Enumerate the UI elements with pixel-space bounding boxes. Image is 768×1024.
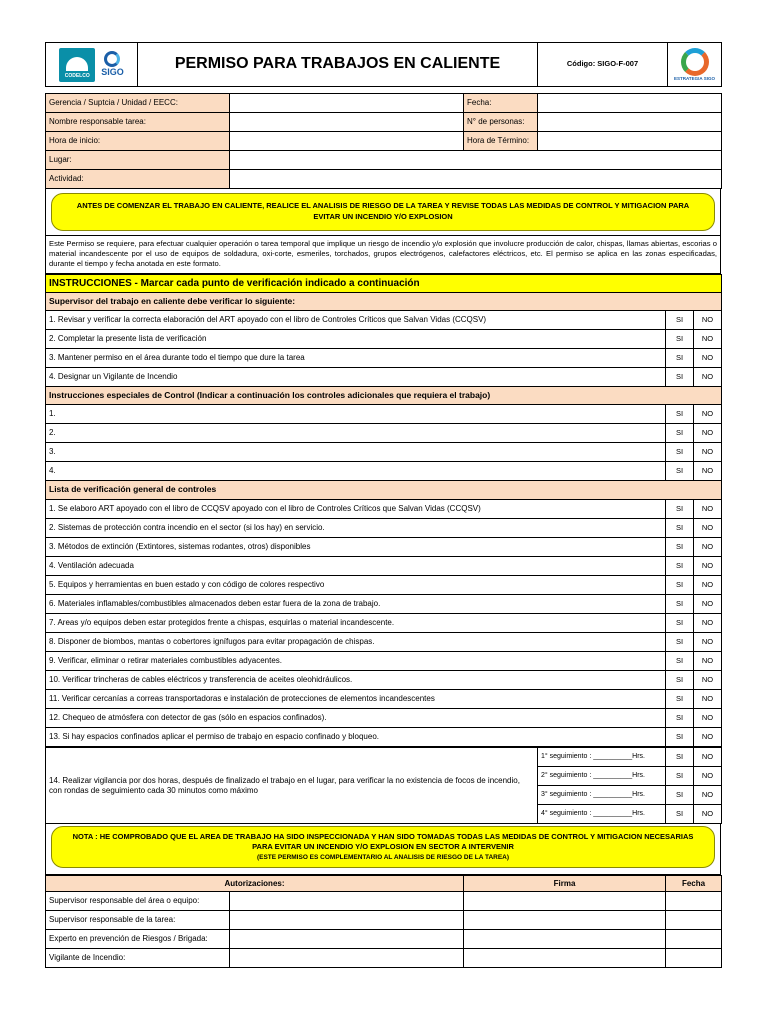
gerencia-label: Gerencia / Suptcia / Unidad / EECC: bbox=[46, 94, 230, 113]
header-table bbox=[45, 42, 722, 87]
sigo-logo: SIGO bbox=[101, 51, 124, 77]
checklist-table bbox=[45, 274, 722, 747]
nota-text bbox=[51, 826, 715, 868]
general-item-11-si-checkbox[interactable]: SI bbox=[666, 690, 694, 709]
general-item-10-text: 10. Verificar trincheras de cables eléctricos y transferencia de aceites oleohidráulicos. bbox=[46, 671, 666, 690]
general-item-14-text: 14. Realizar vigilancia por dos horas, después de finalizado el trabajo en el lugar, para verificar la no existencia de focos de incendio, con rondas de seguimiento cada 30 minutos como máximo bbox=[46, 748, 538, 824]
intro-text: Este Permiso se requiere, para efectuar cualquier operación o tarea temporal que implique un riesgo de incendio y/o explosión que involucre producción de calor, chispas, llamas abiertas, escorias o material incandescente por el uso de equipos de soldadura, oxi-corte, esmeriles, torchados, grupos electrógenos, calefactores eléctricos, etc. El permiso se aplica en las zonas especificadas, durante el tiempo y fecha anotada en este formato. bbox=[45, 236, 721, 274]
fecha-label: Fecha: bbox=[464, 94, 538, 113]
seguimiento-3-si-checkbox[interactable]: SI bbox=[666, 786, 694, 805]
supervisor-item-3-text: 3. Mantener permiso en el área durante todo el tiempo que dure la tarea bbox=[46, 349, 666, 368]
instrucciones-heading: INSTRUCCIONES - Marcar cada punto de verificación indicado a continuación bbox=[46, 275, 722, 293]
seguimiento-4-si-checkbox[interactable]: SI bbox=[666, 805, 694, 824]
autorizacion-2-fecha-input[interactable] bbox=[666, 911, 722, 930]
inicio-input[interactable] bbox=[230, 132, 464, 151]
codelco-logo: CODELCO bbox=[59, 48, 95, 82]
autorizacion-2-name-input[interactable] bbox=[230, 911, 464, 930]
especial-item-4-row bbox=[46, 462, 722, 481]
general-item-4-text: 4. Ventilación adecuada bbox=[46, 557, 666, 576]
general-item-8-si-checkbox[interactable]: SI bbox=[666, 633, 694, 652]
seguimiento-3-field[interactable]: 3° seguimiento : __________Hrs. bbox=[538, 786, 666, 805]
autorizaciones-table bbox=[45, 875, 722, 968]
general-item-11-text: 11. Verificar cercanías a correas transportadoras e instalación de protecciones de elementos incandescentes bbox=[46, 690, 666, 709]
general-item-2-row bbox=[46, 519, 722, 538]
autorizacion-3-firma-input[interactable] bbox=[464, 930, 666, 949]
autorizacion-label-2: Supervisor responsable de la tarea: bbox=[46, 911, 230, 930]
nota-line1: NOTA : HE COMPROBADO QUE EL AREA DE TRABAJO HA SIDO INSPECCIONADA Y HAN SIDO TOMADAS TODAS LAS MEDIDAS DE CONTROL Y MITIGACION NECESARIAS PARA EVITAR UN INCENDIO Y/O EXPLOSION EN SECTOR A INTERVENIR bbox=[72, 831, 694, 852]
especial-item-4-text: 4. bbox=[46, 462, 666, 481]
supervisor-item-3-si-checkbox[interactable]: SI bbox=[666, 349, 694, 368]
warning-text: ANTES DE COMENZAR EL TRABAJO EN CALIENTE, REALICE EL ANALISIS DE RIESGO DE LA TAREA Y REVISE TODAS LAS MEDIDAS DE CONTROL Y MITIGACION PARA EVITAR UN INCENDIO Y/O EXPLOSION bbox=[51, 193, 715, 231]
autorizacion-1-fecha-input[interactable] bbox=[666, 892, 722, 911]
supervisor-item-4-row bbox=[46, 368, 722, 387]
general-item-2-si-checkbox[interactable]: SI bbox=[666, 519, 694, 538]
general-item-9-si-checkbox[interactable]: SI bbox=[666, 652, 694, 671]
seguimiento-4-field[interactable]: 4° seguimiento : __________Hrs. bbox=[538, 805, 666, 824]
general-item-1-row bbox=[46, 500, 722, 519]
especial-item-1-si-checkbox[interactable]: SI bbox=[666, 405, 694, 424]
page-title: PERMISO PARA TRABAJOS EN CALIENTE bbox=[138, 43, 538, 87]
termino-input[interactable] bbox=[538, 132, 722, 151]
actividad-input[interactable] bbox=[230, 170, 722, 189]
seguimiento-row-1 bbox=[46, 748, 722, 767]
general-item-6-text: 6. Materiales inflamables/combustibles almacenados deben estar fuera de la zona de trabajo. bbox=[46, 595, 666, 614]
general-item-1-no-checkbox[interactable]: NO bbox=[694, 500, 722, 519]
general-item-4-no-checkbox[interactable]: NO bbox=[694, 557, 722, 576]
fecha-input[interactable] bbox=[538, 94, 722, 113]
especial-item-1-no-checkbox[interactable]: NO bbox=[694, 405, 722, 424]
seguimiento-3-no-checkbox[interactable]: NO bbox=[694, 786, 722, 805]
general-item-3-row bbox=[46, 538, 722, 557]
autorizacion-row-2 bbox=[46, 911, 722, 930]
general-item-6-no-checkbox[interactable]: NO bbox=[694, 595, 722, 614]
personas-input[interactable] bbox=[538, 113, 722, 132]
autorizacion-4-name-input[interactable] bbox=[230, 949, 464, 968]
supervisor-item-3-row bbox=[46, 349, 722, 368]
seguimiento-4-no-checkbox[interactable]: NO bbox=[694, 805, 722, 824]
general-item-7-text: 7. Areas y/o equipos deben estar protegidos frente a chispas, esquirlas o material incandescente. bbox=[46, 614, 666, 633]
general-item-11-row bbox=[46, 690, 722, 709]
permit-form bbox=[45, 42, 721, 968]
fecha-header: Fecha bbox=[666, 876, 722, 892]
supervisor-item-3-no-checkbox[interactable]: NO bbox=[694, 349, 722, 368]
autorizacion-4-fecha-input[interactable] bbox=[666, 949, 722, 968]
info-fields-table bbox=[45, 93, 722, 189]
termino-label: Hora de Término: bbox=[464, 132, 538, 151]
supervisor-item-1-row bbox=[46, 311, 722, 330]
logo-cell bbox=[46, 43, 138, 87]
general-item-12-text: 12. Chequeo de atmósfera con detector de gas (sólo en espacios confinados). bbox=[46, 709, 666, 728]
general-item-8-text: 8. Disponer de biombos, mantas o cobertores ignífugos para evitar propagación de chispas. bbox=[46, 633, 666, 652]
general-item-1-text: 1. Se elaboro ART apoyado con el libro de CCQSV apoyado con el libro de Controles Críticos que Salvan Vidas (CCQSV) bbox=[46, 500, 666, 519]
especial-item-1-row bbox=[46, 405, 722, 424]
general-item-6-row bbox=[46, 595, 722, 614]
firma-header: Firma bbox=[464, 876, 666, 892]
supervisor-item-4-no-checkbox[interactable]: NO bbox=[694, 368, 722, 387]
supervisor-item-2-no-checkbox[interactable]: NO bbox=[694, 330, 722, 349]
general-item-7-row bbox=[46, 614, 722, 633]
general-item-3-no-checkbox[interactable]: NO bbox=[694, 538, 722, 557]
supervisor-item-4-si-checkbox[interactable]: SI bbox=[666, 368, 694, 387]
supervisor-item-2-row bbox=[46, 330, 722, 349]
autorizacion-1-firma-input[interactable] bbox=[464, 892, 666, 911]
seguimiento-2-field[interactable]: 2° seguimiento : __________Hrs. bbox=[538, 767, 666, 786]
especial-item-1-text: 1. bbox=[46, 405, 666, 424]
supervisor-item-4-text: 4. Designar un Vigilante de Incendio bbox=[46, 368, 666, 387]
responsable-label: Nombre responsable tarea: bbox=[46, 113, 230, 132]
especiales-heading: Instrucciones especiales de Control (Indicar a continuación los controles adicionales que requiera el trabajo) bbox=[46, 387, 722, 405]
general-item-13-row bbox=[46, 728, 722, 747]
general-item-7-no-checkbox[interactable]: NO bbox=[694, 614, 722, 633]
especial-item-2-si-checkbox[interactable]: SI bbox=[666, 424, 694, 443]
autorizacion-4-firma-input[interactable] bbox=[464, 949, 666, 968]
seguimiento-1-no-checkbox[interactable]: NO bbox=[694, 748, 722, 767]
warning-banner bbox=[45, 189, 721, 236]
general-item-3-si-checkbox[interactable]: SI bbox=[666, 538, 694, 557]
general-item-9-no-checkbox[interactable]: NO bbox=[694, 652, 722, 671]
general-item-12-row bbox=[46, 709, 722, 728]
especial-item-2-text: 2. bbox=[46, 424, 666, 443]
supervisor-item-1-si-checkbox[interactable]: SI bbox=[666, 311, 694, 330]
form-code: Código: SIGO-F-007 bbox=[538, 43, 668, 87]
general-item-6-si-checkbox[interactable]: SI bbox=[666, 595, 694, 614]
supervisor-heading: Supervisor del trabajo en caliente debe verificar lo siguiente: bbox=[46, 293, 722, 311]
autorizaciones-header: Autorizaciones: bbox=[46, 876, 464, 892]
general-item-9-text: 9. Verificar, eliminar o retirar materiales combustibles adyacentes. bbox=[46, 652, 666, 671]
autorizacion-3-name-input[interactable] bbox=[230, 930, 464, 949]
autorizacion-label-3: Experto en prevención de Riesgos / Brigada: bbox=[46, 930, 230, 949]
inicio-label: Hora de inicio: bbox=[46, 132, 230, 151]
gerencia-input[interactable] bbox=[230, 94, 464, 113]
actividad-label: Actividad: bbox=[46, 170, 230, 189]
general-item-13-si-checkbox[interactable]: SI bbox=[666, 728, 694, 747]
especial-item-2-no-checkbox[interactable]: NO bbox=[694, 424, 722, 443]
general-item-5-no-checkbox[interactable]: NO bbox=[694, 576, 722, 595]
general-item-11-no-checkbox[interactable]: NO bbox=[694, 690, 722, 709]
supervisor-item-2-text: 2. Completar la presente lista de verificación bbox=[46, 330, 666, 349]
general-item-10-row bbox=[46, 671, 722, 690]
supervisor-item-1-text: 1. Revisar y verificar la correcta elaboración del ART apoyado con el libro de Controles Críticos que Salvan Vidas (CCQSV) bbox=[46, 311, 666, 330]
responsable-input[interactable] bbox=[230, 113, 464, 132]
general-item-8-no-checkbox[interactable]: NO bbox=[694, 633, 722, 652]
general-item-5-si-checkbox[interactable]: SI bbox=[666, 576, 694, 595]
especial-item-3-row bbox=[46, 443, 722, 462]
seguimiento-1-si-checkbox[interactable]: SI bbox=[666, 748, 694, 767]
nota-banner bbox=[45, 824, 721, 875]
seguimiento-1-field[interactable]: 1° seguimiento : __________Hrs. bbox=[538, 748, 666, 767]
general-item-10-si-checkbox[interactable]: SI bbox=[666, 671, 694, 690]
general-item-1-si-checkbox[interactable]: SI bbox=[666, 500, 694, 519]
general-heading: Lista de verificación general de controles bbox=[46, 481, 722, 500]
supervisor-item-1-no-checkbox[interactable]: NO bbox=[694, 311, 722, 330]
especial-item-4-no-checkbox[interactable]: NO bbox=[694, 462, 722, 481]
general-item-4-row bbox=[46, 557, 722, 576]
lugar-input[interactable] bbox=[230, 151, 722, 170]
especial-item-4-si-checkbox[interactable]: SI bbox=[666, 462, 694, 481]
general-item-12-no-checkbox[interactable]: NO bbox=[694, 709, 722, 728]
general-item-5-row bbox=[46, 576, 722, 595]
autorizacion-1-name-input[interactable] bbox=[230, 892, 464, 911]
personas-label: N° de personas: bbox=[464, 113, 538, 132]
autorizacion-row-3 bbox=[46, 930, 722, 949]
autorizacion-2-firma-input[interactable] bbox=[464, 911, 666, 930]
general-item-2-no-checkbox[interactable]: NO bbox=[694, 519, 722, 538]
autorizacion-label-4: Vigilante de Incendio: bbox=[46, 949, 230, 968]
vigilancia-table bbox=[45, 747, 722, 824]
supervisor-item-2-si-checkbox[interactable]: SI bbox=[666, 330, 694, 349]
general-item-7-si-checkbox[interactable]: SI bbox=[666, 614, 694, 633]
general-item-9-row bbox=[46, 652, 722, 671]
seguimiento-2-no-checkbox[interactable]: NO bbox=[694, 767, 722, 786]
general-item-13-no-checkbox[interactable]: NO bbox=[694, 728, 722, 747]
especial-item-3-si-checkbox[interactable]: SI bbox=[666, 443, 694, 462]
general-item-2-text: 2. Sistemas de protección contra incendio en el sector (si los hay) en servicio. bbox=[46, 519, 666, 538]
general-item-4-si-checkbox[interactable]: SI bbox=[666, 557, 694, 576]
strategy-logo: ESTRATEGIA SIGO bbox=[668, 43, 722, 87]
autorizacion-label-1: Supervisor responsable del área o equipo: bbox=[46, 892, 230, 911]
lugar-label: Lugar: bbox=[46, 151, 230, 170]
especial-item-3-no-checkbox[interactable]: NO bbox=[694, 443, 722, 462]
especial-item-2-row bbox=[46, 424, 722, 443]
general-item-10-no-checkbox[interactable]: NO bbox=[694, 671, 722, 690]
especial-item-3-text: 3. bbox=[46, 443, 666, 462]
autorizacion-3-fecha-input[interactable] bbox=[666, 930, 722, 949]
autorizacion-row-4 bbox=[46, 949, 722, 968]
general-item-8-row bbox=[46, 633, 722, 652]
autorizacion-row-1 bbox=[46, 892, 722, 911]
general-item-5-text: 5. Equipos y herramientas en buen estado y con código de colores respectivo bbox=[46, 576, 666, 595]
seguimiento-2-si-checkbox[interactable]: SI bbox=[666, 767, 694, 786]
general-item-12-si-checkbox[interactable]: SI bbox=[666, 709, 694, 728]
nota-line2: (ESTE PERMISO ES COMPLEMENTARIO AL ANALISIS DE RIESGO DE LA TAREA) bbox=[256, 853, 510, 861]
general-item-13-text: 13. Si hay espacios confinados aplicar el permiso de trabajo en espacio confinado y bloqueo. bbox=[46, 728, 666, 747]
general-item-3-text: 3. Métodos de extinción (Extintores, sistemas rodantes, otros) disponibles bbox=[46, 538, 666, 557]
